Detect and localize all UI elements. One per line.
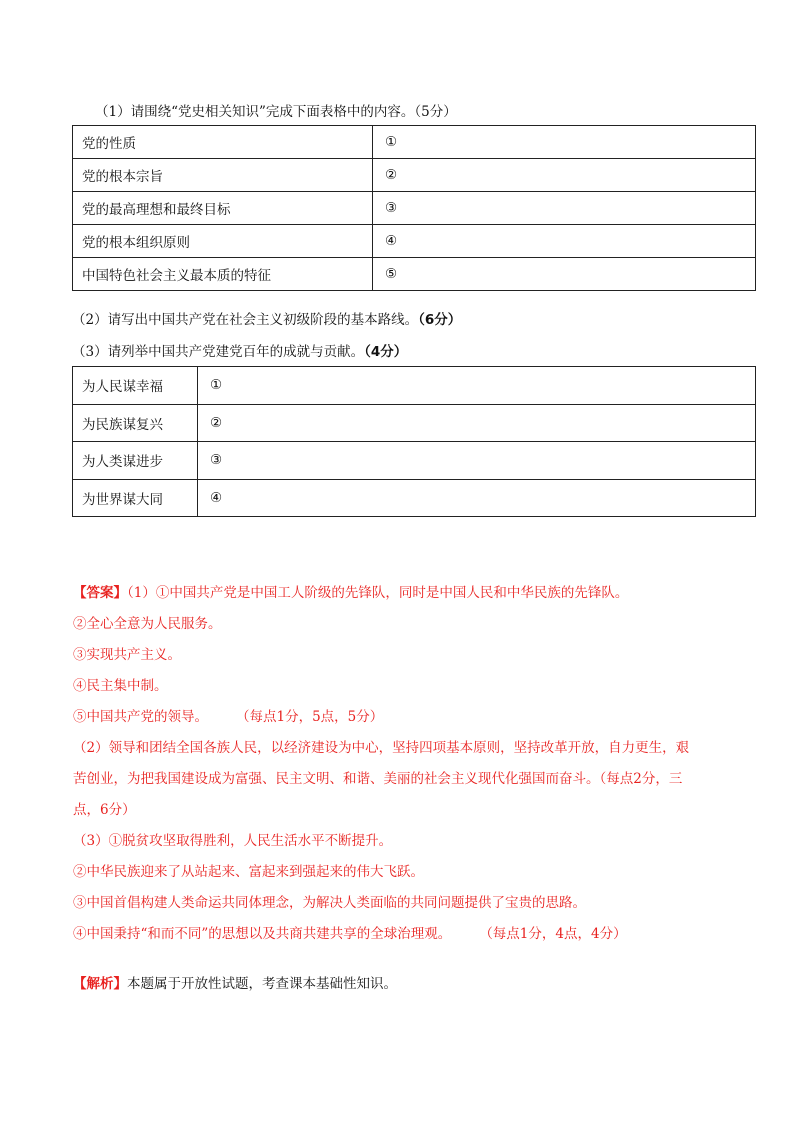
analysis-text: 本题属于开放性试题，考查课本基础性知识。 <box>127 976 397 992</box>
row-label: 为人民谋幸福 <box>73 367 198 405</box>
answer-line: ②中华民族迎来了从站起来、富起来到强起来的伟大飞跃。 <box>73 864 424 880</box>
answer-tag: 【答案】 <box>73 585 127 601</box>
answer-section <box>73 578 763 950</box>
row-answer-mark: ② <box>373 159 756 192</box>
analysis-tag: 【解析】 <box>73 976 127 992</box>
row-answer-mark: ③ <box>373 192 756 225</box>
achievements-table <box>72 366 756 517</box>
row-label: 为人类谋进步 <box>73 442 198 480</box>
answer-line: 【答案】（1）①中国共产党是中国工人阶级的先锋队，同时是中国人民和中华民族的先锋队。 <box>73 585 629 601</box>
row-answer-mark: ① <box>198 367 756 405</box>
answer-line: ⑤中国共产党的领导。 （每点1分，5点，5分） <box>73 709 384 725</box>
answer-line: 点，6分） <box>73 802 136 818</box>
question-part-3 <box>72 340 407 360</box>
row-label: 党的最高理想和最终目标 <box>73 192 373 225</box>
answer-line: ③实现共产主义。 <box>73 647 181 663</box>
table-row <box>73 126 756 159</box>
answer-line: ④中国秉持“和而不同”的思想以及共商共建共享的全球治理观。 （每点1分，4点，4分） <box>73 926 627 942</box>
answer-line: ③中国首倡构建人类命运共同体理念，为解决人类面临的共同问题提供了宝贵的思路。 <box>73 895 586 911</box>
question-part-2 <box>72 308 461 328</box>
table-row <box>73 442 756 480</box>
table-row <box>73 404 756 442</box>
analysis-section <box>73 972 397 992</box>
answer-line: ②全心全意为人民服务。 <box>73 616 222 632</box>
question-part-3-text: （3）请列举中国共产党建党百年的成就与贡献。 <box>72 344 365 360</box>
answer-line: （3）①脱贫攻坚取得胜利，人民生活水平不断提升。 <box>73 833 393 849</box>
row-label: 中国特色社会主义最本质的特征 <box>73 258 373 291</box>
party-knowledge-table <box>72 125 756 291</box>
row-answer-mark: ② <box>198 404 756 442</box>
answer-score: （每点1分，5点，5分） <box>236 709 384 725</box>
question-part-2-text: （2）请写出中国共产党在社会主义初级阶段的基本路线。 <box>72 312 419 328</box>
row-answer-mark: ③ <box>198 442 756 480</box>
row-label: 为民族谋复兴 <box>73 404 198 442</box>
table-row <box>73 367 756 405</box>
answer-score: （每点1分，4点，4分） <box>479 926 627 942</box>
table-row <box>73 258 756 291</box>
question-part-1: （1）请围绕“党史相关知识”完成下面表格中的内容。（5分） <box>95 104 457 120</box>
answer-line: 苦创业，为把我国建设成为富强、民主文明、和谐、美丽的社会主义现代化强国而奋斗。（每点2分，三 <box>73 771 683 787</box>
table-row <box>73 192 756 225</box>
answer-line: ④民主集中制。 <box>73 678 168 694</box>
row-label: 为世界谋大同 <box>73 479 198 517</box>
row-label: 党的根本组织原则 <box>73 225 373 258</box>
row-answer-mark: ④ <box>198 479 756 517</box>
question-part-2-score: （6分） <box>418 312 462 328</box>
table-row <box>73 225 756 258</box>
row-answer-mark: ④ <box>373 225 756 258</box>
question-part-3-score: （4分） <box>364 344 408 360</box>
table-row <box>73 159 756 192</box>
table-row <box>73 479 756 517</box>
row-label: 党的性质 <box>73 126 373 159</box>
row-answer-mark: ⑤ <box>373 258 756 291</box>
answer-line: （2）领导和团结全国各族人民，以经济建设为中心，坚持四项基本原则，坚持改革开放，自力更生，艰 <box>73 740 690 756</box>
row-answer-mark: ① <box>373 126 756 159</box>
row-label: 党的根本宗旨 <box>73 159 373 192</box>
